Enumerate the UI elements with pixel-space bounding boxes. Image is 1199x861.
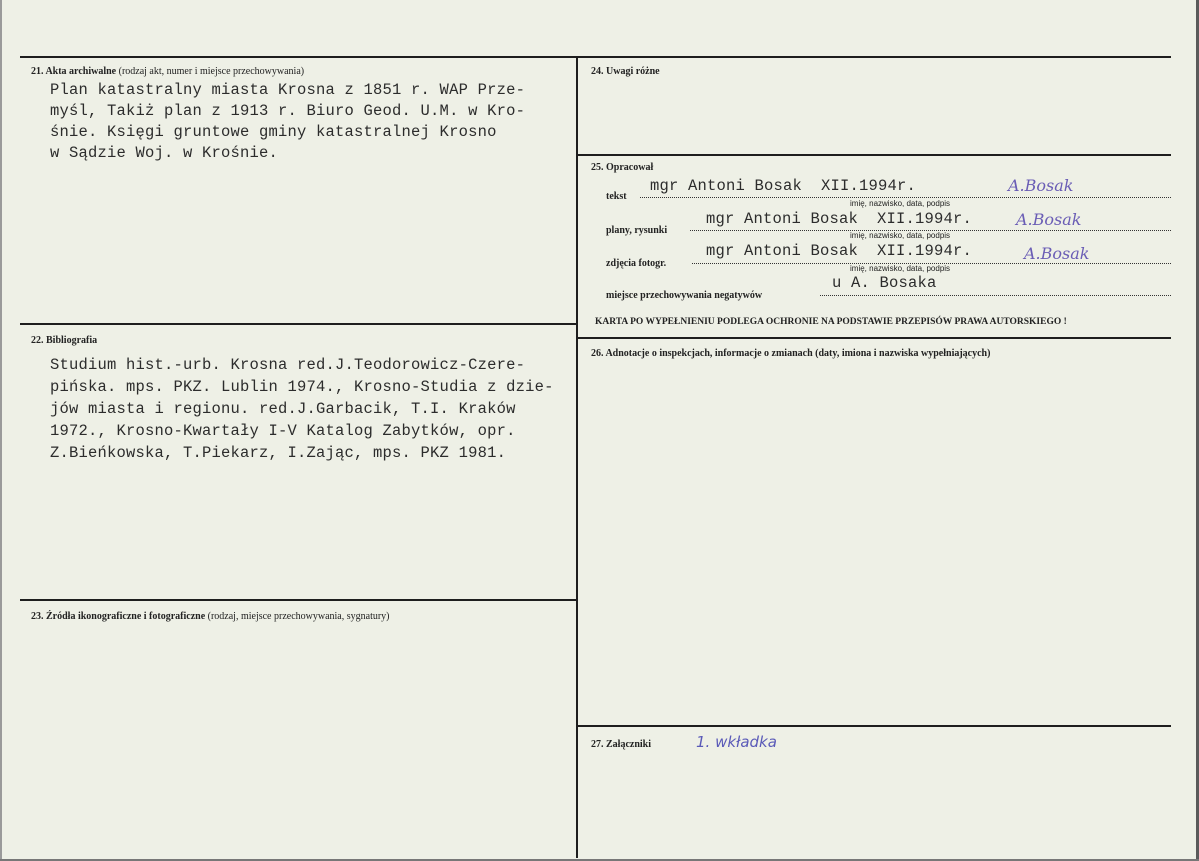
section-21-line-4: w Sądzie Woj. w Krośnie.: [50, 144, 279, 162]
field-tekst-label: tekst: [606, 191, 627, 202]
section-25-label: 25. Opracował: [591, 162, 654, 173]
rule-26-27: [578, 725, 1171, 727]
copyright-notice: KARTA PO WYPEŁNIENIU PODLEGA OCHRONIE NA PODSTAWIE PRZEPISÓW PRAWA AUTORSKIEGO !: [595, 317, 1067, 327]
field-tekst-caption: imię, nazwisko, data, podpis: [850, 199, 951, 208]
section-21-line-1: Plan katastralny miasta Krosna z 1851 r. WAP Prze-: [50, 81, 526, 99]
section-22-line-2: pińska. mps. PKZ. Lublin 1974., Krosno-Studia z dzie-: [50, 378, 554, 396]
section-23-title: 23. Źródła ikonograficzne i fotograficzne: [31, 611, 206, 622]
section-21-line-3: śnie. Księgi gruntowe gminy katastralnej Krosno: [50, 123, 497, 141]
section-23-subtitle: (rodzaj, miejsce przechowywania, sygnatury): [207, 611, 390, 622]
field-plany-value: mgr Antoni Bosak XII.1994r.: [706, 210, 973, 228]
rule-22-23: [20, 599, 576, 601]
field-tekst-value: mgr Antoni Bosak XII.1994r.: [650, 177, 917, 195]
field-negatywy-line: [820, 295, 1171, 296]
section-26-label: [591, 348, 990, 359]
section-27-value: 1. wkładka: [696, 733, 777, 751]
section-22-line-3: jów miasta i regionu. red.J.Garbacik, T.I. Kraków: [50, 400, 516, 418]
section-23-label: [31, 611, 390, 622]
rule-25-26: [578, 337, 1171, 339]
signature-zdjecia: A.Bosak: [1024, 244, 1090, 263]
field-negatywy-value: u A. Bosaka: [832, 274, 937, 292]
rule-21-22: [20, 323, 576, 325]
top-rule: [20, 56, 1171, 58]
field-plany-caption: imię, nazwisko, data, podpis: [850, 231, 951, 240]
field-zdjecia-value: mgr Antoni Bosak XII.1994r.: [706, 242, 973, 260]
section-27-label: 27. Załączniki: [591, 739, 652, 750]
section-26-title: 26. Adnotacje o inspekcjach, informacje o zmianach: [591, 348, 813, 359]
section-22-line-4: 1972., Krosno-Kwartały I-V Katalog Zabytków, opr.: [50, 422, 516, 440]
signature-plany: A.Bosak: [1016, 210, 1082, 229]
section-22-line-1: Studium hist.-urb. Krosna red.J.Teodorowicz-Czere-: [50, 356, 526, 374]
section-22-label: 22. Bibliografia: [31, 335, 98, 346]
section-26-subtitle: (daty, imiona i nazwiska wypełniających): [815, 348, 991, 359]
rule-24-25: [578, 154, 1171, 156]
field-negatywy-label: miejsce przechowywania negatywów: [606, 290, 763, 301]
section-24-label: 24. Uwagi różne: [591, 66, 660, 77]
section-21-subtitle: (rodzaj akt, numer i miejsce przechowywania): [118, 66, 305, 77]
section-21-line-2: myśl, Takiż plan z 1913 r. Biuro Geod. U.M. w Kro-: [50, 102, 526, 120]
section-21-label: [31, 66, 304, 77]
section-21-title: 21. Akta archiwalne: [31, 66, 117, 77]
card-left-edge: [0, 0, 2, 861]
signature-tekst: A.Bosak: [1008, 176, 1074, 195]
center-divider: [576, 56, 578, 858]
field-zdjecia-caption: imię, nazwisko, data, podpis: [850, 264, 951, 273]
field-zdjecia-label: zdjęcia fotogr.: [606, 258, 667, 269]
section-22-line-5: Z.Bieńkowska, T.Piekarz, I.Zając, mps. PKZ 1981.: [50, 444, 507, 462]
field-plany-label: plany, rysunki: [606, 225, 668, 236]
